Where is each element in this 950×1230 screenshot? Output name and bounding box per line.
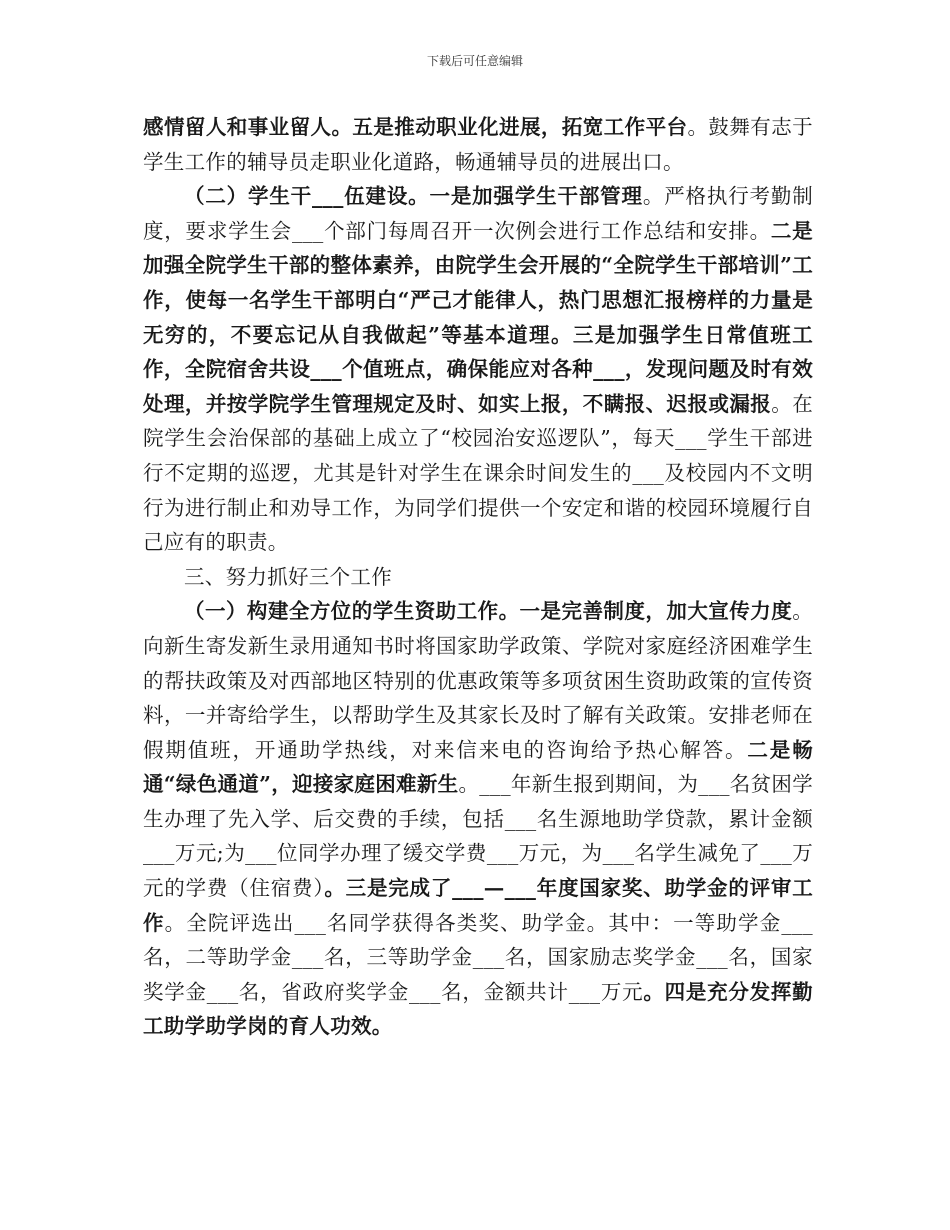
text-run: 。___年新生报到期间，为___名贫困学生办理了先入学、后交费的手续，包括___名生源地助学贷款，累计金额___万元;为___位同学办理了缓交学费___万元，为___名学生减免了___万元的学费（住宿费） [143, 772, 814, 901]
paragraph-1 [143, 110, 813, 179]
paragraph-2 [143, 179, 813, 560]
paragraph-3 [143, 594, 813, 1044]
text-run: 。向新生寄发新生录用通知书时将国家助学政策、学院对家庭经济困难学生的帮扶政策及对西部地区特别的优惠政策等多项贫困生资助政策的宣传资料，一并寄给学生，以帮助学生及其家长及时了解有关政策。安排老师在假期值班，开通助学热线，对来信来电的咨询给予热心解答。 [143, 599, 813, 762]
bold-run: 二是畅通“绿色通道”，迎接家庭困难新生 [143, 737, 813, 797]
heading-text: 三、努力抓好三个工作 [184, 564, 392, 589]
bold-run: 二是加强全院学生干部的整体素养，由院学生会开展的“全院学生干部培训”工作，使每一名学生干部明白“严己才能律人，热门思想汇报榜样的力量是无穷的，不要忘记从自我做起”等基本道理。三是加强学生日常值班工作，全院宿舍共设___个值班点，确保能应对各种___，发现问题及时有效处理，并按学院学生管理规定及时、如实上报，不瞒报、迟报或漏报 [143, 218, 813, 416]
section-heading [143, 560, 813, 595]
text-run: 。全院评选出___名同学获得各类奖、助学金。其中：一等助学金___名，二等助学金___名，三等助学金___名，国家励志奖学金___名，国家奖学金___名，省政府奖学金___名，金额共计___万元 [143, 910, 813, 1004]
page-header: 下载后可任意编辑 [426, 54, 523, 68]
bold-run: 。四是充分发挥勤工助学助学岗的育人功效。 [143, 979, 813, 1039]
document-body [143, 110, 813, 1044]
bold-run: （一）构建全方位的学生资助工作。一是完善制度，加大宣传力度 [184, 599, 793, 624]
bold-run: 。三是完成了___—___年度国家奖、助学金的评审工作 [143, 876, 813, 935]
bold-run: （二）学生干___伍建设。一是加强学生干部管理 [184, 184, 643, 209]
text-run: 。鼓舞有志于学生工作的辅导员走职业化道路，畅通辅导员的进展出口。 [143, 115, 813, 174]
bold-run: 感情留人和事业留人。五是推动职业化进展，拓宽工作平台 [143, 115, 688, 139]
text-run: 。严格执行考勤制度，要求学生会___个部门每周召开一次例会进行工作总结和安排。 [143, 184, 813, 243]
text-run: 。在院学生会治保部的基础上成立了“校园治安巡逻队”，每天___学生干部进行不定期的巡逻，尤其是针对学生在课余时间发生的___及校园内不文明行为进行制止和劝导工作，为同学们提供一个安定和谐的校园环境履行自己应有的职责。 [143, 391, 813, 555]
